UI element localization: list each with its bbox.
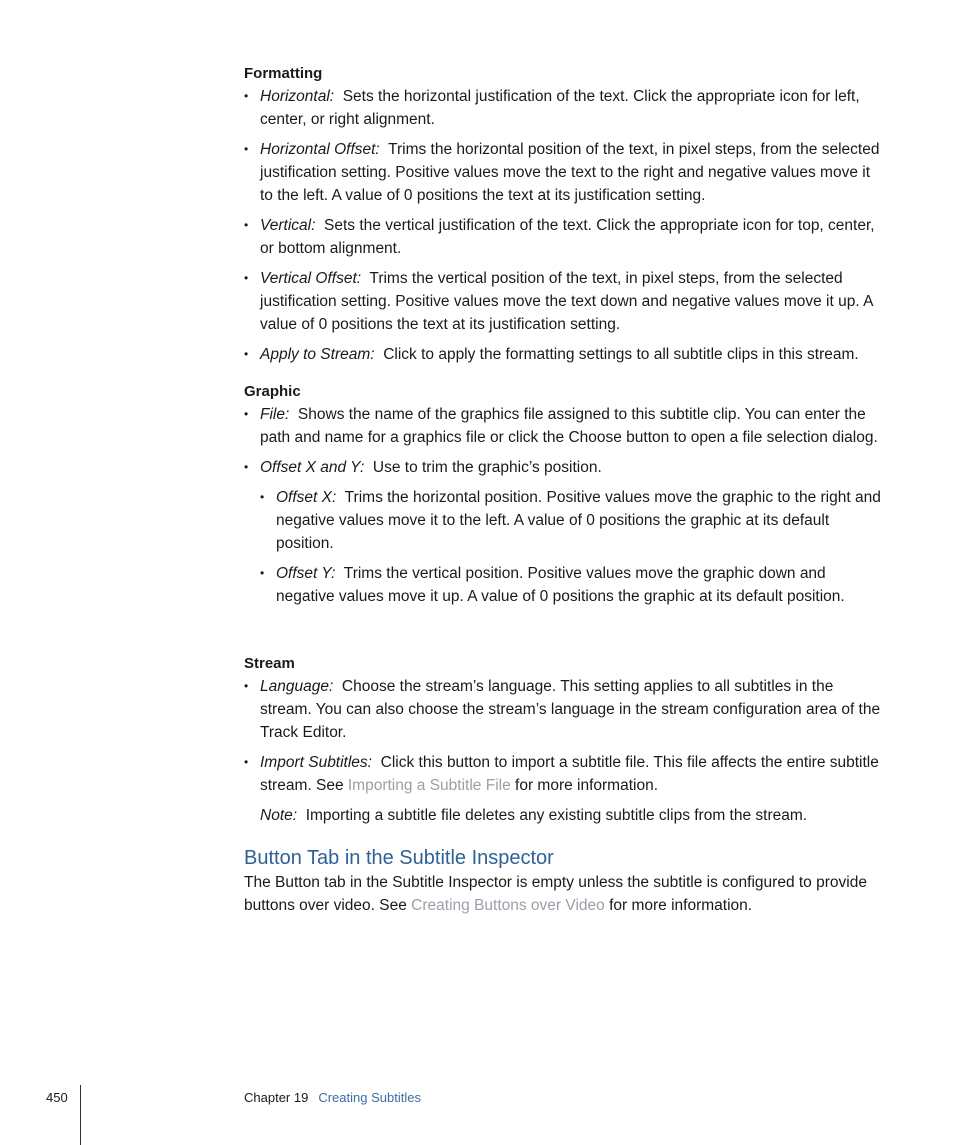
list-item: • Vertical: Sets the vertical justification of the text. Click the appropriate icon for top, center, or bottom alignment. xyxy=(244,214,884,260)
list-item: • Horizontal Offset: Trims the horizontal position of the text, in pixel steps, from the selected justification setting. Positive values move the text to the right and negative values move it to the left. A value of 0 positions the text at its justification setting. xyxy=(244,138,884,207)
list-item: • Import Subtitles: Click this button to import a subtitle file. This file affects the entire subtitle stream. See Importing a Subtitle File for more information. xyxy=(244,751,884,797)
list-item: • Offset X: Trims the horizontal position. Positive values move the graphic to the right and negative values move it to the left. A value of 0 positions the graphic at its default position. xyxy=(260,486,884,555)
page-number: 450 xyxy=(46,1090,68,1105)
list-item: • Language: Choose the stream’s language. This setting applies to all subtitles in the stream. You can also choose the stream’s language in the stream configuration area of the Track Editor. xyxy=(244,675,884,744)
list-item: • Vertical Offset: Trims the vertical position of the text, in pixel steps, from the selected justification setting. Positive values move the text down and negative values move it up. A value of 0 positions the text at its justification setting. xyxy=(244,267,884,336)
chapter-title-link[interactable]: Creating Subtitles xyxy=(318,1090,421,1105)
creating-buttons-link[interactable]: Creating Buttons over Video xyxy=(411,897,605,914)
button-tab-section xyxy=(244,845,884,917)
formatting-section xyxy=(244,62,884,366)
button-tab-paragraph: The Button tab in the Subtitle Inspector is empty unless the subtitle is configured to provide buttons over video. See Creating Buttons over Video for more information. xyxy=(244,874,867,914)
chapter-label: Chapter 19 xyxy=(244,1090,309,1105)
stream-heading: Stream xyxy=(244,655,295,672)
importing-subtitle-file-link[interactable]: Importing a Subtitle File xyxy=(347,777,511,794)
list-item: • Horizontal: Sets the horizontal justification of the text. Click the appropriate icon for left, center, or right alignment. xyxy=(244,85,884,131)
stream-section xyxy=(244,652,884,827)
chapter-footer xyxy=(244,1086,421,1109)
list-item: • Apply to Stream: Click to apply the formatting settings to all subtitle clips in this stream. xyxy=(244,343,884,366)
footer-divider xyxy=(80,1085,81,1145)
graphic-section xyxy=(244,380,884,608)
graphic-heading: Graphic xyxy=(244,383,301,400)
list-item: • Offset X and Y: Use to trim the graphic’s position. xyxy=(244,456,884,479)
note: Note: Importing a subtitle file deletes any existing subtitle clips from the stream. xyxy=(260,807,808,824)
formatting-heading: Formatting xyxy=(244,65,323,82)
button-tab-heading: Button Tab in the Subtitle Inspector xyxy=(244,847,554,869)
list-item: • File: Shows the name of the graphics file assigned to this subtitle clip. You can enter the path and name for a graphics file or click the Choose button to open a file selection dialog. xyxy=(244,403,884,449)
list-item: • Offset Y: Trims the vertical position. Positive values move the graphic down and negative values move it up. A value of 0 positions the graphic at its default position. xyxy=(260,562,884,608)
